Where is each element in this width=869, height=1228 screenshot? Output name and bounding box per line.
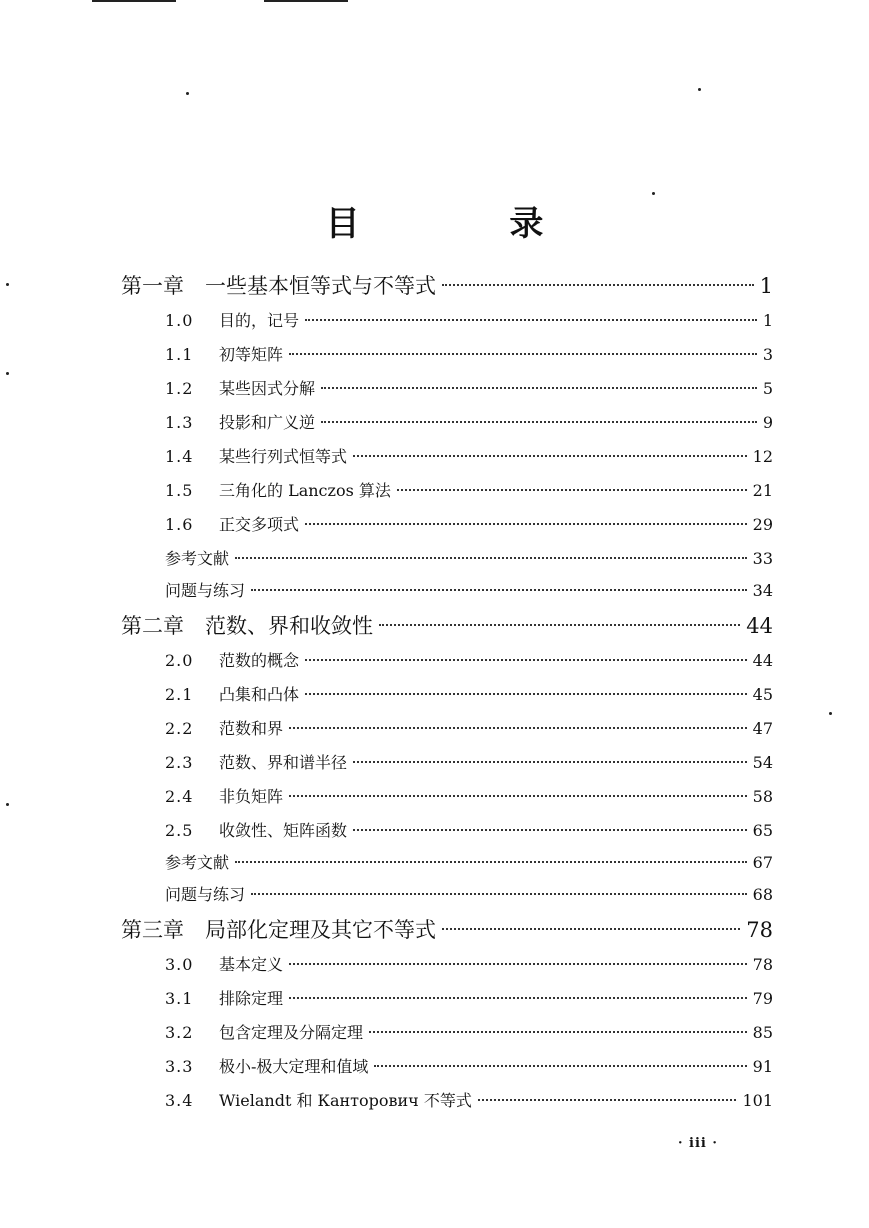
scan-speck <box>698 88 701 91</box>
toc-page-number: 12 <box>752 447 773 466</box>
toc-page-number: 67 <box>752 853 773 872</box>
leader-dots <box>374 1065 746 1067</box>
toc-section-1-6[interactable] <box>165 512 773 535</box>
leader-dots <box>305 523 747 525</box>
scan-speck <box>186 92 189 95</box>
toc-entry-title: 目的，记号 <box>219 311 300 330</box>
toc-entry-title: 排除定理 <box>219 989 284 1008</box>
toc-page-number: 78 <box>752 955 773 974</box>
toc-entry-number: 1.1 <box>165 345 194 364</box>
toc-entry-title: 凸集和凸体 <box>219 685 300 704</box>
leader-dots <box>289 997 747 999</box>
leader-dots <box>478 1099 737 1101</box>
top-rule-left <box>92 0 176 2</box>
leader-dots <box>353 455 747 457</box>
toc-extra-2-2[interactable] <box>165 882 773 905</box>
toc-entry-title: 第一章 一些基本恒等式与不等式 <box>121 274 436 298</box>
toc-section-3-0[interactable] <box>165 952 773 975</box>
toc-extra-1-2[interactable] <box>165 578 773 601</box>
toc-chapter-1[interactable] <box>121 270 773 300</box>
toc-entry-number: 3.1 <box>165 989 194 1008</box>
toc-page-number: 91 <box>752 1057 773 1076</box>
toc-section-2-5[interactable] <box>165 818 773 841</box>
toc-entry-title: 第二章 范数、界和收敛性 <box>121 614 373 638</box>
toc-page-number: 65 <box>752 821 773 840</box>
toc-section-2-0[interactable] <box>165 648 773 671</box>
toc-page-number: 45 <box>752 685 773 704</box>
toc-entry-title: 某些因式分解 <box>219 379 316 398</box>
scan-speck <box>652 192 655 195</box>
toc-entry-title: 非负矩阵 <box>219 787 284 806</box>
toc-page-number: 33 <box>752 549 773 568</box>
toc-page-number: 101 <box>742 1091 773 1110</box>
toc-entry-number: 1.0 <box>165 311 194 330</box>
toc-entry-title: 范数的概念 <box>219 651 300 670</box>
toc-entry-title: 正交多项式 <box>219 515 300 534</box>
toc-page-number: 1 <box>762 311 773 330</box>
leader-dots <box>305 659 747 661</box>
leader-dots <box>353 761 747 763</box>
toc-entry-title: 某些行列式恒等式 <box>219 447 348 466</box>
toc-page-number: 21 <box>752 481 773 500</box>
leader-dots <box>289 353 757 355</box>
toc-entry-number: 2.4 <box>165 787 194 806</box>
toc-entry-title: 参考文献 <box>165 853 230 872</box>
toc-section-1-2[interactable] <box>165 376 773 399</box>
toc-entry-title: 三角化的 Lanczos 算法 <box>219 481 391 500</box>
toc-section-2-2[interactable] <box>165 716 773 739</box>
toc-entry-title: 收敛性、矩阵函数 <box>219 821 348 840</box>
leader-dots <box>251 893 747 895</box>
toc-section-3-1[interactable] <box>165 986 773 1009</box>
leader-dots <box>369 1031 747 1033</box>
toc-page-number: 9 <box>762 413 773 432</box>
toc-entry-title: 投影和广义逆 <box>219 413 316 432</box>
leader-dots <box>321 421 757 423</box>
top-rule-right <box>264 0 348 2</box>
toc-page-number: 47 <box>752 719 773 738</box>
leader-dots <box>442 284 754 286</box>
toc-section-3-2[interactable] <box>165 1020 773 1043</box>
title-part-1: 目 <box>325 204 360 244</box>
toc-entry-title: 参考文献 <box>165 549 230 568</box>
leader-dots <box>442 928 740 930</box>
toc-entry-title: 第三章 局部化定理及其它不等式 <box>121 918 436 942</box>
toc-entry-title: 问题与练习 <box>165 885 246 904</box>
toc-section-1-0[interactable] <box>165 308 773 331</box>
page-title <box>0 196 869 245</box>
toc-entry-number: 3.3 <box>165 1057 194 1076</box>
toc-chapter-3[interactable] <box>121 914 773 944</box>
toc-page-number: 44 <box>752 651 773 670</box>
leader-dots <box>235 861 747 863</box>
toc-page-number: 1 <box>759 274 773 298</box>
toc-page-number: 54 <box>752 753 773 772</box>
toc-page-number: 5 <box>762 379 773 398</box>
toc-page-number: 79 <box>752 989 773 1008</box>
toc-chapter-2[interactable] <box>121 610 773 640</box>
toc-section-2-4[interactable] <box>165 784 773 807</box>
toc-page-number: 34 <box>752 581 773 600</box>
toc-page-number: 29 <box>752 515 773 534</box>
toc-section-1-1[interactable] <box>165 342 773 365</box>
toc-entry-title: 范数、界和谱半径 <box>219 753 348 772</box>
leader-dots <box>289 963 747 965</box>
toc-entry-title: 初等矩阵 <box>219 345 284 364</box>
leader-dots <box>251 589 747 591</box>
toc-entry-number: 1.2 <box>165 379 194 398</box>
leader-dots <box>379 624 740 626</box>
leader-dots <box>353 829 747 831</box>
toc-section-1-4[interactable] <box>165 444 773 467</box>
toc-page-number: 58 <box>752 787 773 806</box>
toc-entry-title: Wielandt 和 Канторович 不等式 <box>219 1091 472 1110</box>
toc-section-3-3[interactable] <box>165 1054 773 1077</box>
toc-entry-number: 1.4 <box>165 447 194 466</box>
scan-speck <box>6 803 9 806</box>
toc-section-1-3[interactable] <box>165 410 773 433</box>
toc-entry-number: 1.5 <box>165 481 194 500</box>
leader-dots <box>289 795 747 797</box>
toc-entry-title: 极小-极大定理和值域 <box>219 1057 369 1076</box>
toc-section-3-4[interactable] <box>165 1088 773 1111</box>
toc-entry-number: 1.6 <box>165 515 194 534</box>
toc-section-2-1[interactable] <box>165 682 773 705</box>
toc-entry-title: 基本定义 <box>219 955 284 974</box>
toc-extra-1-1[interactable] <box>165 546 773 569</box>
toc-entry-title: 包含定理及分隔定理 <box>219 1023 364 1042</box>
toc-page-number: 3 <box>762 345 773 364</box>
toc-entry-number: 2.0 <box>165 651 194 670</box>
scan-speck <box>829 712 832 715</box>
toc-page-number: 68 <box>752 885 773 904</box>
toc-page-number: 44 <box>746 614 773 638</box>
toc-section-2-3[interactable] <box>165 750 773 773</box>
toc-extra-2-1[interactable] <box>165 850 773 873</box>
leader-dots <box>289 727 747 729</box>
title-part-2: 录 <box>509 204 544 244</box>
leader-dots <box>397 489 747 491</box>
toc-entry-number: 3.0 <box>165 955 194 974</box>
scan-speck <box>6 372 9 375</box>
toc-entry-title: 问题与练习 <box>165 581 246 600</box>
toc-section-1-5[interactable] <box>165 478 773 501</box>
leader-dots <box>321 387 757 389</box>
toc-entry-number: 3.4 <box>165 1091 194 1110</box>
toc-page-number: 78 <box>746 918 773 942</box>
toc-entry-number: 2.2 <box>165 719 194 738</box>
scan-speck <box>6 283 9 286</box>
toc-page-number: 85 <box>752 1023 773 1042</box>
toc-entry-title: 范数和界 <box>219 719 284 738</box>
leader-dots <box>305 693 747 695</box>
toc-entry-number: 2.5 <box>165 821 194 840</box>
toc-entry-number: 3.2 <box>165 1023 194 1042</box>
page-number-footer: · iii · <box>678 1136 718 1151</box>
toc-entry-number: 2.1 <box>165 685 194 704</box>
toc-entry-number: 1.3 <box>165 413 194 432</box>
leader-dots <box>235 557 747 559</box>
leader-dots <box>305 319 757 321</box>
toc-entry-number: 2.3 <box>165 753 194 772</box>
